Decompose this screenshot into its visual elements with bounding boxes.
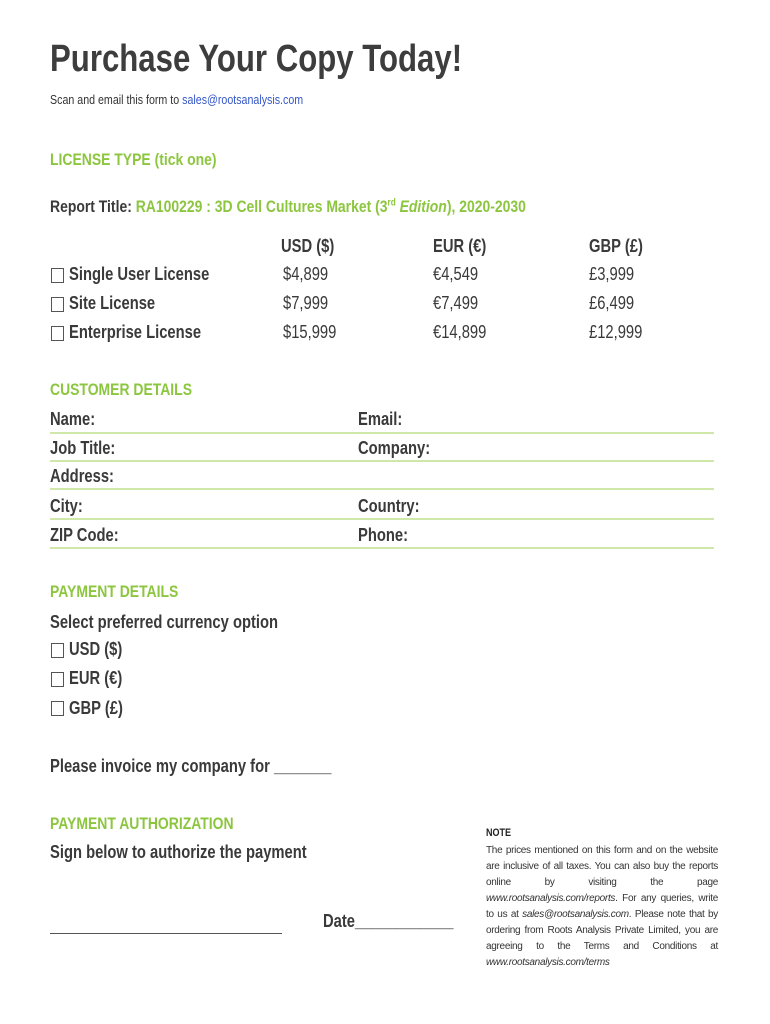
license-type-heading: LICENSE TYPE (tick one) (50, 150, 217, 169)
price-gbp: £3,999 (589, 264, 635, 284)
note-text-2: . For any queries, write to us at (486, 893, 718, 920)
checkbox-eur[interactable] (51, 672, 64, 687)
price-eur: €14,899 (433, 322, 487, 342)
checkbox-enterprise[interactable] (51, 326, 64, 341)
name-email-field[interactable] (50, 432, 714, 434)
terms-link[interactable]: www.rootsanalysis.com/terms (486, 957, 610, 968)
price-usd: $15,999 (283, 322, 337, 342)
checkbox-site[interactable] (51, 297, 64, 312)
page-title: Purchase Your Copy Today! (50, 38, 463, 80)
city-label: City: (50, 496, 83, 516)
price-eur: €4,549 (433, 264, 479, 284)
signature-line[interactable] (50, 933, 282, 934)
page-subtitle (50, 92, 303, 107)
license-name-site: Site License (69, 293, 156, 313)
price-eur: €7,499 (433, 293, 479, 313)
report-title-value (136, 197, 526, 216)
company-label: Company: (358, 438, 431, 458)
currency-prompt: Select preferred currency option (50, 612, 279, 632)
column-eur: EUR (€) (433, 236, 487, 256)
job-company-field[interactable] (50, 460, 714, 462)
currency-option-gbp: GBP (£) (69, 698, 123, 718)
note-heading: NOTE (486, 827, 512, 839)
country-label: Country: (358, 496, 420, 516)
license-name-enterprise: Enterprise License (69, 322, 202, 342)
price-gbp: £6,499 (589, 293, 635, 313)
invoice-line[interactable]: Please invoice my company for _______ (50, 756, 332, 776)
subtitle-text: Scan and email this form to (50, 92, 183, 107)
license-name-single-user: Single User License (69, 264, 210, 284)
zip-phone-field[interactable] (50, 547, 714, 549)
sales-email-link[interactable]: sales@rootsanalysis.com (182, 92, 304, 107)
report-title-edition: Edition (395, 197, 447, 216)
note-text-3: . Please note that by ordering from Roots Analysis Private Limited, you are agreeing to the Terms and Conditions at (486, 909, 718, 952)
note-text (486, 843, 718, 971)
checkbox-gbp[interactable] (51, 701, 64, 716)
job-title-label: Job Title: (50, 438, 116, 458)
customer-details-heading: CUSTOMER DETAILS (50, 380, 192, 399)
sales-email-note-link[interactable]: sales@rootsanalysis.com (522, 909, 629, 920)
authorize-prompt: Sign below to authorize the payment (50, 842, 307, 862)
report-title-label: Report Title: (50, 197, 132, 216)
payment-authorization-heading: PAYMENT AUTHORIZATION (50, 814, 234, 833)
city-country-field[interactable] (50, 518, 714, 520)
column-usd: USD ($) (281, 236, 335, 256)
address-label: Address: (50, 466, 114, 486)
address-field[interactable] (50, 488, 714, 490)
name-label: Name: (50, 409, 96, 429)
currency-option-eur: EUR (€) (69, 668, 123, 688)
zip-label: ZIP Code: (50, 525, 119, 545)
note-text-1: The prices mentioned on this form and on the website are inclusive of all taxes. You can also buy the reports online by visiting the page (486, 845, 718, 888)
report-title-sup: rd (387, 197, 396, 209)
payment-details-heading: PAYMENT DETAILS (50, 582, 179, 601)
email-label: Email: (358, 409, 403, 429)
report-title-part1: RA100229 : 3D Cell Cultures Market (3 (135, 197, 388, 216)
checkbox-usd[interactable] (51, 643, 64, 658)
checkbox-single-user[interactable] (51, 268, 64, 283)
price-usd: $7,999 (283, 293, 329, 313)
reports-link[interactable]: www.rootsanalysis.com/reports (486, 893, 616, 904)
date-field[interactable]: Date____________ (323, 911, 454, 931)
price-usd: $4,899 (283, 264, 329, 284)
column-gbp: GBP (£) (589, 236, 643, 256)
phone-label: Phone: (358, 525, 409, 545)
report-title-years: ), 2020-2030 (446, 197, 526, 216)
report-title (50, 197, 526, 217)
price-gbp: £12,999 (589, 322, 643, 342)
currency-option-usd: USD ($) (69, 639, 123, 659)
